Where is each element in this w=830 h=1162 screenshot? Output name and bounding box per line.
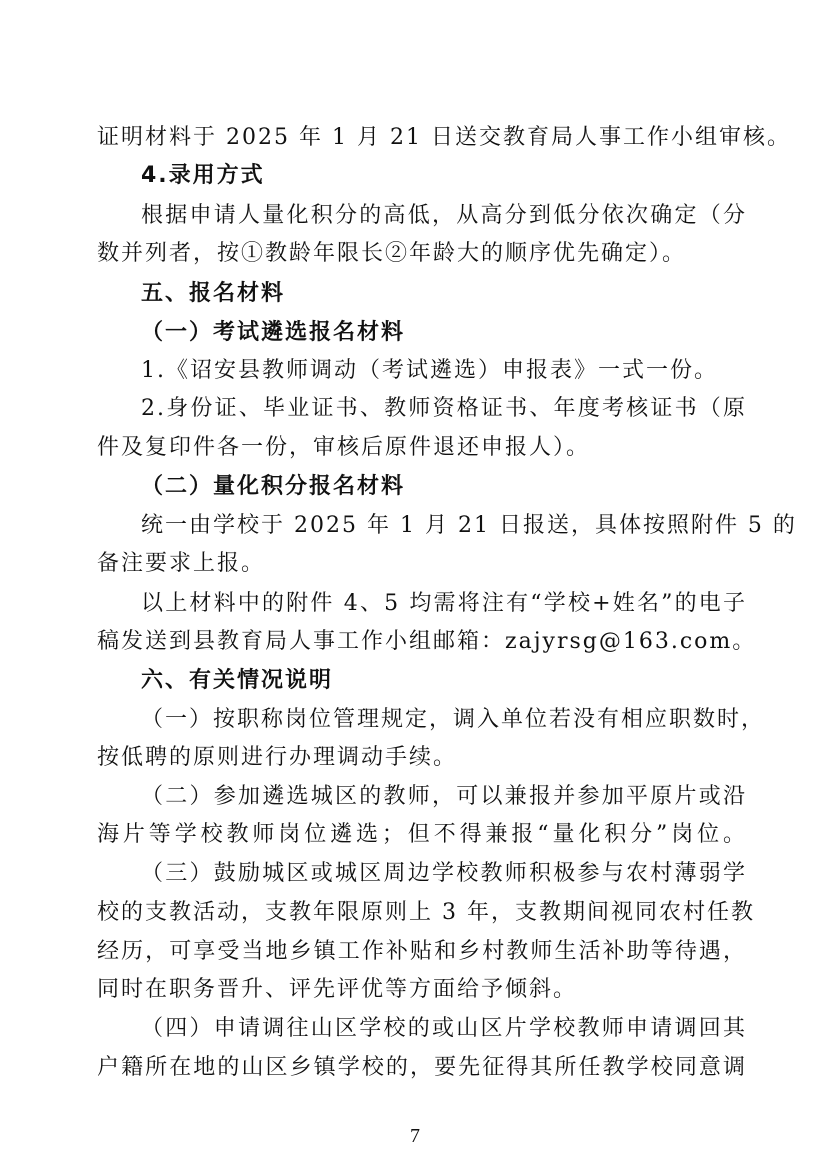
body-text-line: 1.《诏安县教师调动（考试遴选）申报表》一式一份。 <box>141 358 718 383</box>
body-text-line: 按低聘的原则进行办理调动手续。 <box>97 745 458 770</box>
body-text-line: 数并列者，按①教龄年限长②年龄大的顺序优先确定）。 <box>97 241 687 266</box>
body-text-line: 经历，可享受当地乡镇工作补贴和乡村教师生活补助等待遇， <box>97 939 747 964</box>
body-text-line: 统一由学校于 2025 年 1 月 21 日报送，具体按照附件 5 的 <box>141 513 797 538</box>
subsection-heading: （二）量化积分报名材料 <box>141 474 406 499</box>
body-text-line: 以上材料中的附件 4、5 均需将注有“学校+姓名”的电子 <box>141 591 747 616</box>
body-text-line: 备注要求上报。 <box>97 551 266 576</box>
body-text-line: 同时在职务晋升、评先评优等方面给予倾斜。 <box>97 977 578 1002</box>
subsection-heading: （一）考试遴选报名材料 <box>141 320 406 345</box>
body-text-line: （三）鼓励城区或城区周边学校教师积极参与农村薄弱学 <box>141 861 747 886</box>
body-text-line: 根据申请人量化积分的高低，从高分到低分依次确定（分 <box>141 203 747 228</box>
body-text-line: 海片等学校教师岗位遴选；但不得兼报“量化积分”岗位。 <box>97 822 747 847</box>
body-text-line: 校的支教活动，支教年限原则上 3 年，支教期间视同农村任教 <box>97 900 755 925</box>
subsection-heading: 4.录用方式 <box>141 163 265 188</box>
section-heading: 五、报名材料 <box>141 281 286 306</box>
body-text-line: 稿发送到县教育局人事工作小组邮箱：zajyrsg@163.com。 <box>97 629 757 654</box>
body-text-line: 证明材料于 2025 年 1 月 21 日送交教育局人事工作小组审核。 <box>97 125 791 150</box>
body-text-line: 户籍所在地的山区乡镇学校的，要先征得其所任教学校同意调 <box>97 1055 747 1080</box>
body-text-line: 2.身份证、毕业证书、教师资格证书、年度考核证书（原 <box>141 396 747 421</box>
body-text-line: （二）参加遴选城区的教师，可以兼报并参加平原片或沿 <box>141 784 747 809</box>
section-heading: 六、有关情况说明 <box>141 668 334 693</box>
body-text-line: 件及复印件各一份，审核后原件退还申报人）。 <box>97 435 591 460</box>
page-number: 7 <box>410 1125 420 1147</box>
body-text-line: （四）申请调往山区学校的或山区片学校教师申请调回其 <box>141 1016 747 1041</box>
body-text-line: （一）按职称岗位管理规定，调入单位若没有相应职数时， <box>141 707 766 732</box>
